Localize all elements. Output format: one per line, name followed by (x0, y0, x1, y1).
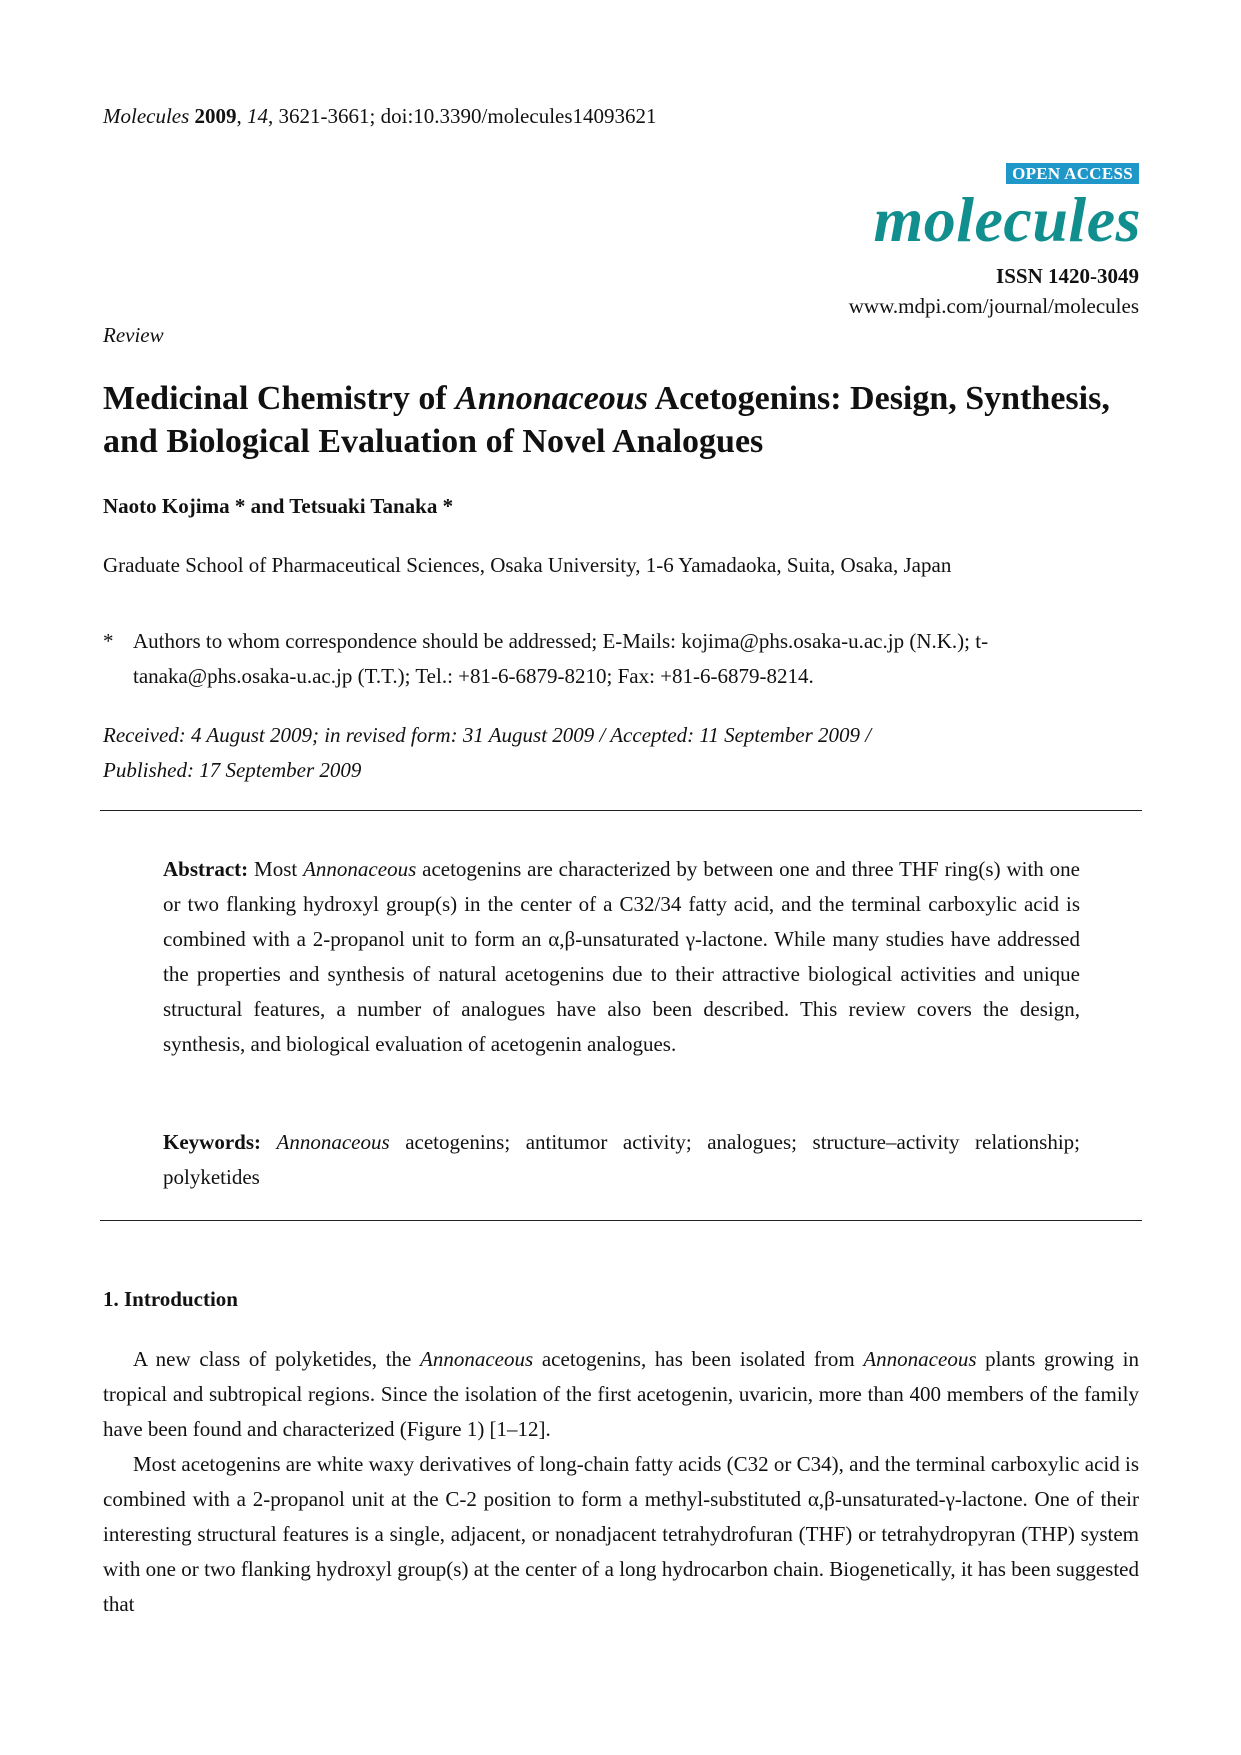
abstract-label: Abstract: (163, 857, 249, 881)
journal-logo: molecules (873, 184, 1141, 255)
dates-line2: Published: 17 September 2009 (103, 758, 362, 782)
dates-line1: Received: 4 August 2009; in revised form: 31 August 2009 / Accepted: 11 September 2009 / (103, 723, 872, 747)
p1-a: A new class of polyketides, the (133, 1347, 421, 1371)
abstract-text: acetogenins are characterized by between one and three THF ring(s) with one or two flanking hydroxyl group(s) in the center of a C32/34 fatty acid, and the terminal carboxylic acid is combined with a 2-propanol unit to form an α,β-unsaturated γ-lactone. While many studies have addressed the properties and synthesis of natural acetogenins due to their attractive biological activities and unique structural features, a number of analogues have also been described. This review covers the design, synthesis, and biological evaluation of acetogenin analogues. (163, 857, 1080, 1056)
journal-url[interactable]: www.mdpi.com/journal/molecules (848, 294, 1139, 318)
divider-bottom (100, 1220, 1142, 1221)
authors: Naoto Kojima * and Tetsuaki Tanaka * (103, 494, 454, 518)
title-part1: Medicinal Chemistry of (103, 380, 456, 417)
citation-volume: 14 (247, 104, 269, 128)
article-type: Review (103, 323, 164, 347)
citation-journal: Molecules (103, 104, 190, 128)
open-access-badge: OPEN ACCESS (1006, 163, 1139, 184)
divider-top (100, 810, 1142, 811)
p1-b: acetogenins, has been isolated from (533, 1347, 864, 1371)
correspondence-text: Authors to whom correspondence should be addressed; E-Mails: kojima@phs.osaka-u.ac.jp (N.K.); t-tanaka@phs.osaka-u.ac.jp (T.T.); Tel.: +81-6-6879-8210; Fax: +81-6-6879-8214. (133, 629, 989, 688)
paragraph-1 (103, 1342, 1139, 1447)
correspondence-marker: * (103, 629, 114, 653)
citation-rest: , 3621-3661; doi:10.3390/molecules14093621 (268, 104, 657, 128)
p1-c: plants growing in tropical and subtropical regions. Since the isolation of the first acetogenin, uvaricin, more than 400 members of the family have been found and characterized (Figure 1) [1–12]. (103, 1347, 1139, 1441)
abstract (163, 852, 1080, 1062)
publication-dates (103, 718, 871, 788)
correspondence (103, 624, 1143, 694)
keywords-label: Keywords: (163, 1130, 261, 1154)
paragraph-2: Most acetogenins are white waxy derivatives of long-chain fatty acids (C32 or C34), and the terminal carboxylic acid is combined with a 2-propanol unit at the C-2 position to form a methyl-substituted α,β-unsaturated-γ-lactone. One of their interesting structural features is a single, adjacent, or nonadjacent tetrahydrofuran (THF) or tetrahydropyran (THP) system with one or two flanking hydroxyl group(s) at the center of a long hydrocarbon chain. Biogenetically, it has been suggested that (103, 1452, 1139, 1616)
p1-italic-2: Annonaceous (863, 1347, 977, 1371)
article-title (103, 377, 1143, 463)
title-part2: Acetogenins: Design, Synthesis, and Biological Evaluation of Novel Analogues (103, 380, 1110, 460)
p1-italic-1: Annonaceous (420, 1347, 534, 1371)
title-italic: Annonaceous (455, 380, 648, 417)
affiliation: Graduate School of Pharmaceutical Sciences, Osaka University, 1-6 Yamadaoka, Suita, Osaka, Japan (103, 553, 952, 577)
abstract-pre: Most (248, 857, 304, 881)
journal-citation: Molecules 2009, 14, 3621-3661; doi:10.3390/molecules14093621 (103, 104, 657, 128)
keywords-text: acetogenins; antitumor activity; analogues; structure–activity relationship; polyketides (163, 1130, 1080, 1189)
section-heading: 1. Introduction (103, 1287, 238, 1311)
abstract-italic: Annonaceous (303, 857, 417, 881)
issn: ISSN 1420-3049 (996, 264, 1139, 288)
keywords-italic: Annonaceous (276, 1130, 390, 1154)
citation-year: 2009 (194, 104, 237, 128)
keywords (163, 1125, 1080, 1195)
